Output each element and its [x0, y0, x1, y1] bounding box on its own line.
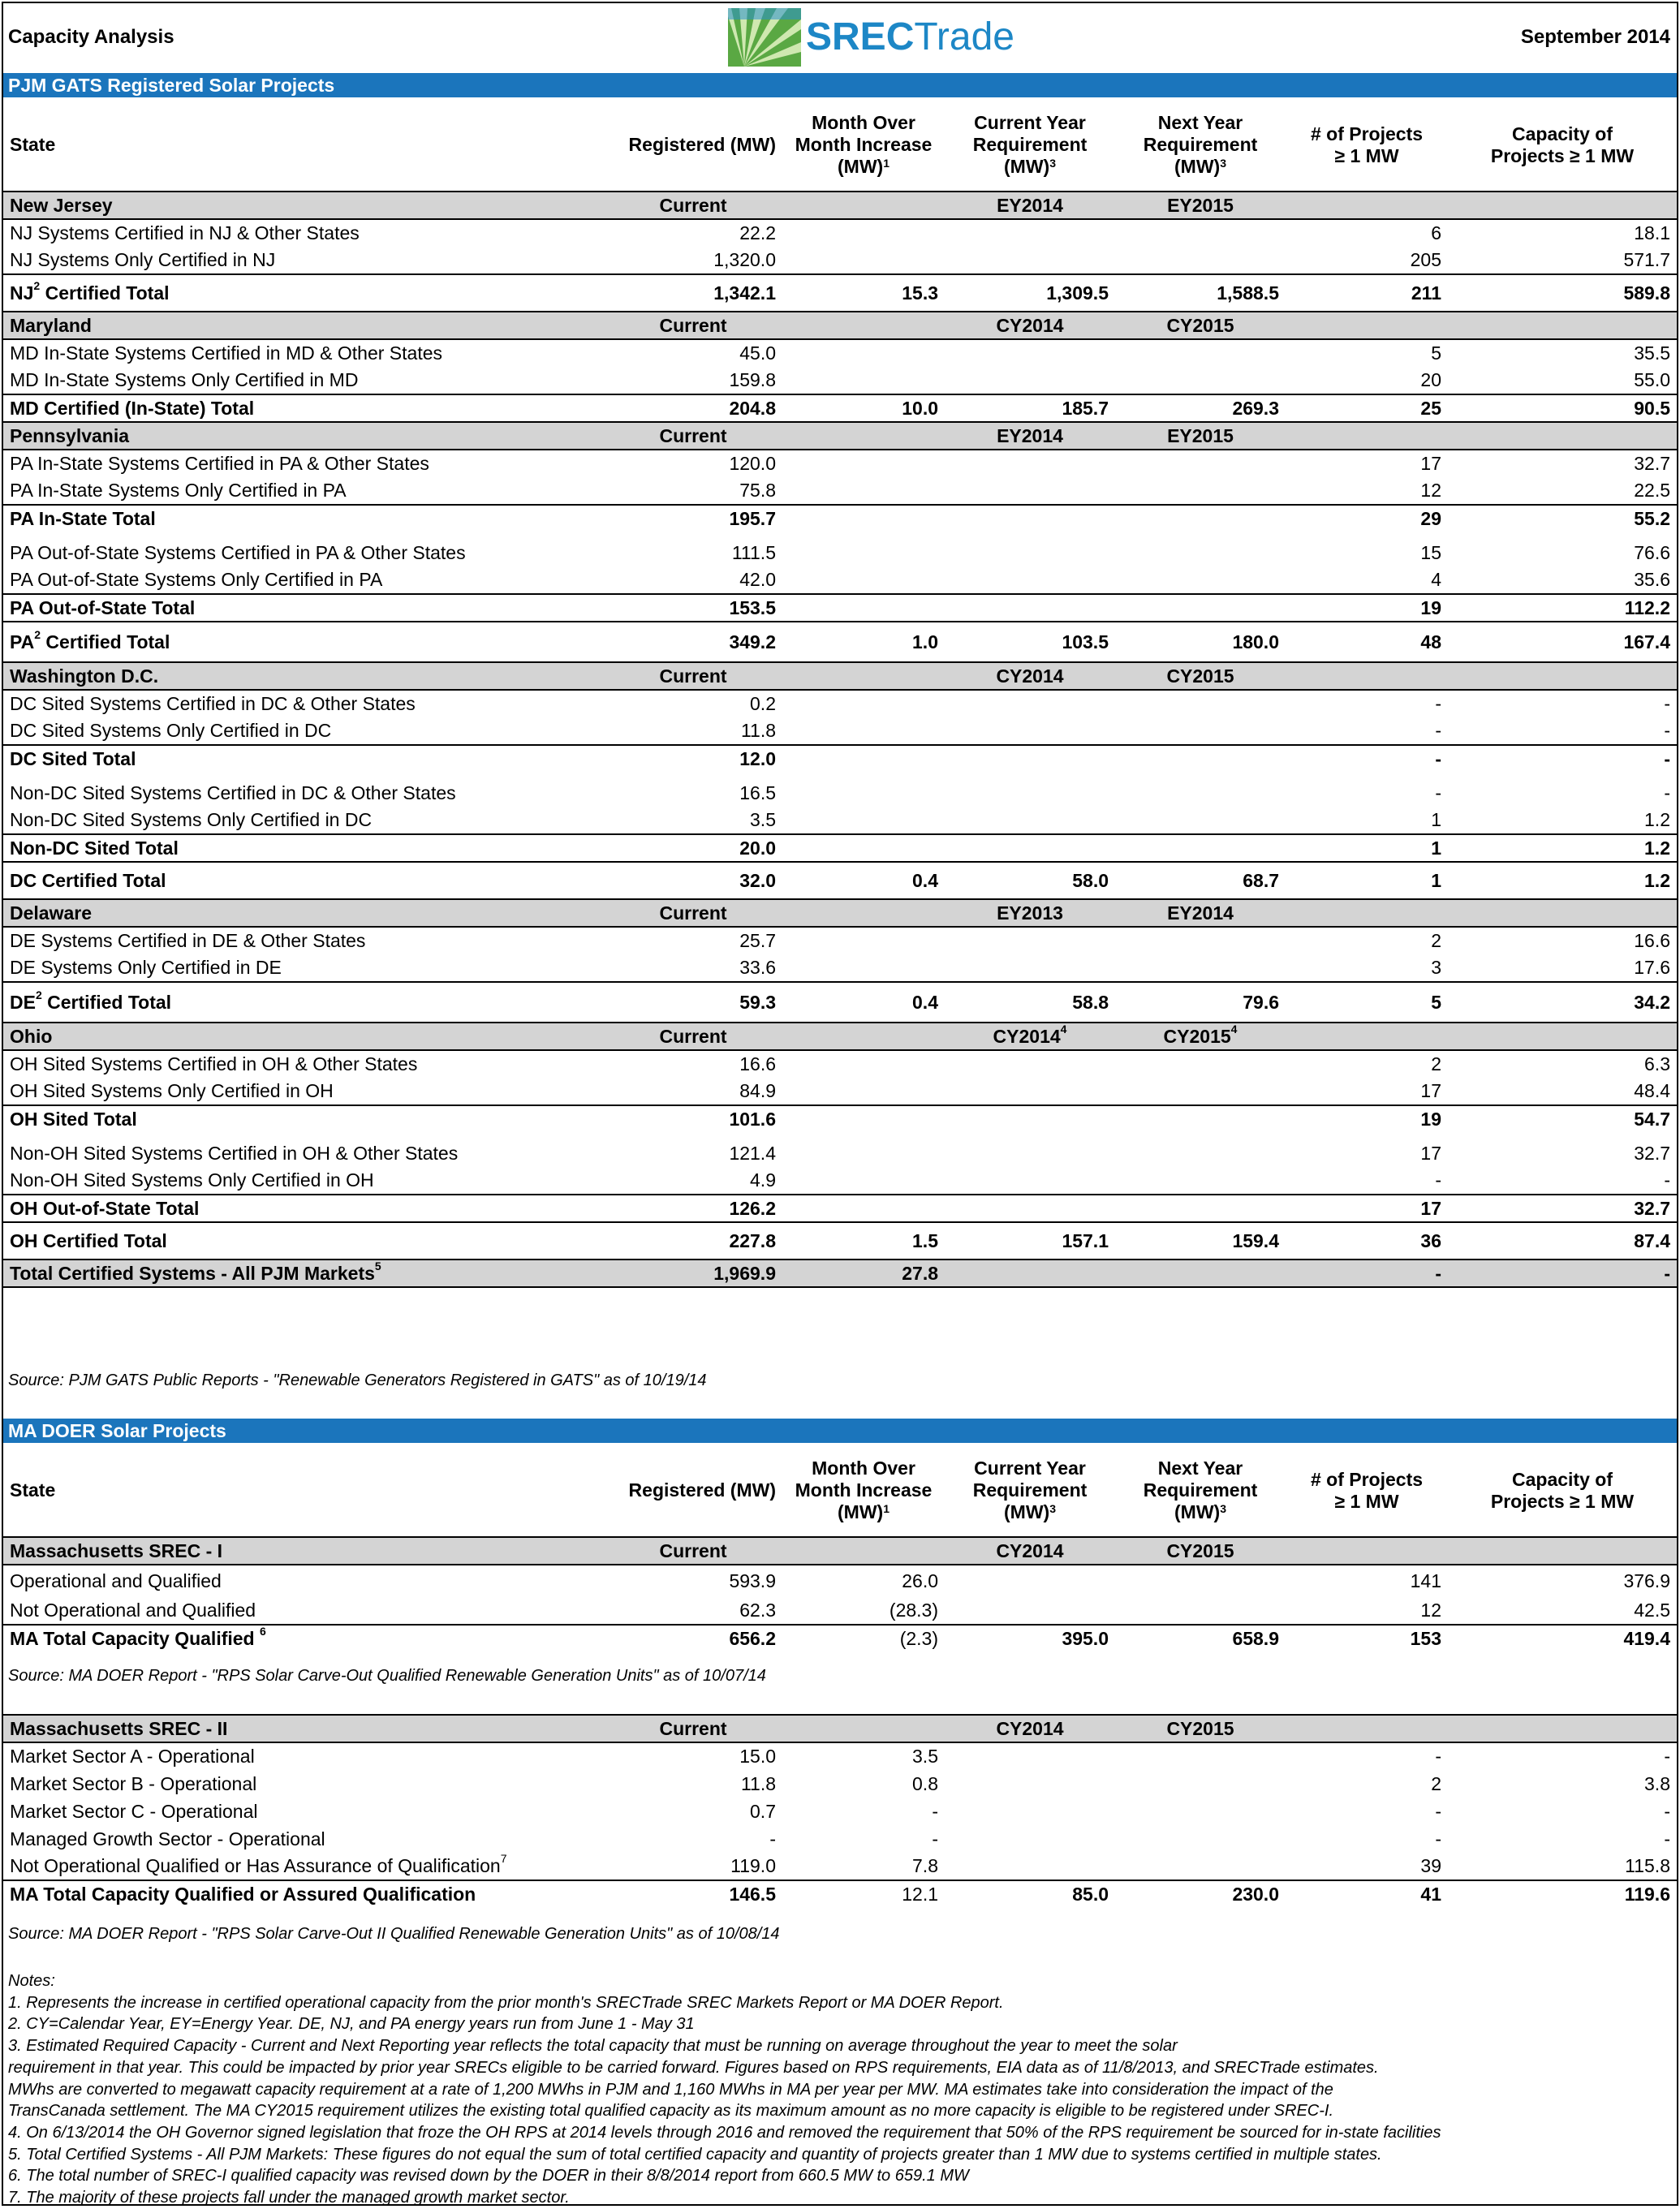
col-mom-increase: Month Over Month Increase (MW)$^1$: [782, 1445, 945, 1537]
ma-srec-1-source-note: Source: MA DOER Report - "RPS Solar Carve-Out Qualified Renewable Generation Units" as of 10/07/14: [8, 1667, 766, 1685]
table-row: DE Systems Only Certified in DE 33.6 3 17.6: [10, 957, 1670, 978]
report-title: Capacity Analysis: [8, 26, 174, 48]
table-row: Non-OH Sited Systems Certified in OH & Other States 121.4 17 32.7: [10, 1142, 1670, 1164]
table-row: Market Sector C - Operational 0.7 - - -: [10, 1800, 1670, 1822]
table-row: DE Systems Certified in DE & Other States 25.7 2 16.6: [10, 930, 1670, 951]
table-row: PA In-State Systems Certified in PA & Other States 120.0 17 32.7: [10, 453, 1670, 474]
total-row-oh: OH Certified Total 227.8 1.5 157.1 159.4 36 87.4: [3, 1222, 1677, 1260]
footnote-line: 5. Total Certified Systems - All PJM Markets: These figures do not equal the sum of total certified capacity and quantity of projects greater than 1 MW due to systems certified in multiple states.: [8, 2145, 1382, 2164]
subtotal-row-pa-in-state: PA In-State Total 195.7 29 55.2: [3, 505, 1677, 532]
footnote-line: requirement in that year. This could be impacted by prior year SRECs eligible to be carried forward. Figures based on RPS requirements, EIA data as of 11/8/2013, and SRECTrade estimates.: [8, 2058, 1379, 2077]
srectrade-logo: [728, 8, 1014, 67]
col-mom-increase: Month Over Month Increase (MW)$^1$: [782, 99, 945, 192]
subtotal-row-oh-out-state: OH Out-of-State Total 126.2 17 32.7: [3, 1195, 1677, 1222]
table-row: NJ Systems Only Certified in NJ 1,320.0 205 571.7: [10, 249, 1670, 270]
footnote-line: TransCanada settlement. The MA CY2015 requirement utilizes the existing total qualified capacity as its maximum amount as no more capacity is eligible to be registered under SREC-I.: [8, 2102, 1333, 2121]
col-num-projects: # of Projects ≥ 1 MW: [1286, 1445, 1448, 1537]
sunburst-logo-icon: [728, 8, 801, 67]
table-row: NJ Systems Certified in NJ & Other States 22.2 6 18.1: [10, 222, 1670, 243]
table-row: Non-DC Sited Systems Only Certified in DC 3.5 1 1.2: [10, 809, 1670, 830]
total-row-ma-srec-2: MA Total Capacity Qualified or Assured Qualification 146.5 12.1 85.0 230.0 41 119.6: [3, 1880, 1677, 1908]
table-row: Managed Growth Sector - Operational - - - -: [10, 1828, 1670, 1849]
table-row: Operational and Qualified 593.9 26.0 141 376.9: [10, 1570, 1670, 1591]
table-row: MD In-State Systems Certified in MD & Other States 45.0 5 35.5: [10, 342, 1670, 364]
capacity-analysis-page: [2, 2, 1678, 2206]
table-row: PA Out-of-State Systems Only Certified in PA 42.0 4 35.6: [10, 569, 1670, 590]
total-row-dc: DC Certified Total 32.0 0.4 58.0 68.7 1 1.2: [3, 862, 1677, 899]
report-header: [3, 3, 1677, 71]
col-next-req: Next Year Requirement (MW)$^3$: [1115, 99, 1286, 192]
section-row-pennsylvania: Pennsylvania Current EY2014 EY2015: [3, 422, 1677, 450]
col-registered: Registered (MW): [604, 99, 782, 192]
subtotal-row-oh-sited: OH Sited Total 101.6 19 54.7: [3, 1105, 1677, 1133]
table-row: PA In-State Systems Only Certified in PA 75.8 12 22.5: [10, 480, 1670, 501]
table-row: Not Operational and Qualified 62.3 (28.3) 12 42.5: [10, 1600, 1670, 1621]
pjm-column-headers: [3, 99, 1677, 192]
col-registered: Registered (MW): [604, 1445, 782, 1537]
col-current-req: Current Year Requirement (MW)$^3$: [945, 1445, 1115, 1537]
col-state: State: [3, 99, 604, 192]
grand-total-row-pjm: Total Certified Systems - All PJM Markets$^5$ 1,969.9 27.8 - -: [3, 1260, 1677, 1287]
table-row: DC Sited Systems Only Certified in DC 11.8 - -: [10, 720, 1670, 741]
table-row: Not Operational Qualified or Has Assurance of Qualification$^7$ 119.0 7.8 39 115.8: [10, 1852, 1670, 1876]
total-row-ma-srec-1: MA Total Capacity Qualified $^6$ 656.2 (2.3) 395.0 658.9 153 419.4: [3, 1625, 1677, 1652]
subtotal-row-pa-out-state: PA Out-of-State Total 153.5 19 112.2: [3, 594, 1677, 622]
table-row: Non-DC Sited Systems Certified in DC & Other States 16.5 - -: [10, 782, 1670, 803]
subtotal-row-dc-sited: DC Sited Total 12.0 - -: [3, 745, 1677, 773]
total-row-nj: $NJ^2$ Certified Total 1,342.1 15.3 1,309.5 1,588.5 211 589.8: [3, 274, 1677, 312]
footnote-line: Notes:: [8, 1972, 55, 1990]
report-date: September 2014: [1520, 26, 1670, 48]
table-row: OH Sited Systems Certified in OH & Other States 16.6 2 6.3: [10, 1053, 1670, 1074]
section-row-ma-srec-1: Massachusetts SREC - I Current CY2014 CY2015: [3, 1537, 1677, 1565]
pjm-source-note: Source: PJM GATS Public Reports - "Renewable Generators Registered in GATS" as of 10/19/14: [8, 1371, 707, 1389]
ma-srec-2-source-note: Source: MA DOER Report - "RPS Solar Carve-Out II Qualified Renewable Generation Units" as of 10/08/14: [8, 1925, 780, 1943]
total-row-pa: $PA^2$ Certified Total 349.2 1.0 103.5 180.0 48 167.4: [3, 622, 1677, 662]
footnote-line: 2. CY=Calendar Year, EY=Energy Year. DE, NJ, and PA energy years run from June 1 - May 31: [8, 2015, 695, 2034]
table-row: Market Sector B - Operational 11.8 0.8 2 3.8: [10, 1772, 1670, 1794]
subtotal-row-non-dc-sited: Non-DC Sited Total 20.0 1 1.2: [3, 834, 1677, 862]
total-row-de: $DE^2$ Certified Total 59.3 0.4 58.8 79.6 5 34.2: [3, 982, 1677, 1023]
section-row-ohio: Ohio Current CY2014$^4$ CY2015$^4$: [3, 1023, 1677, 1050]
table-row: MD In-State Systems Only Certified in MD 159.8 20 55.0: [10, 369, 1670, 390]
pjm-section-band: PJM GATS Registered Solar Projects: [3, 73, 1677, 97]
ma-section-band: MA DOER Solar Projects: [3, 1419, 1677, 1443]
footnote-line: 6. The total number of SREC-I qualified capacity was revised down by the DOER in their 8/8/2014 report from 660.5 MW to 659.1 MW: [8, 2167, 969, 2185]
logo-wordmark: [806, 15, 1014, 60]
ma-table: [3, 1445, 1677, 1652]
col-current-req: Current Year Requirement (MW)$^3$: [945, 99, 1115, 192]
ma-column-headers: [3, 1445, 1677, 1537]
footnote-line: 3. Estimated Required Capacity - Current and Next Reporting year reflects the total capacity that must be running on average throughout the year to meet the solar: [8, 2037, 1178, 2056]
section-row-maryland: Maryland Current CY2014 CY2015: [3, 312, 1677, 339]
ma-srec-2-table: [3, 1714, 1677, 1908]
col-capacity-projects: Capacity of Projects ≥ 1 MW: [1448, 1445, 1677, 1537]
footnote-line: 1. Represents the increase in certified operational capacity from the prior month's SRECTrade SREC Markets Report or MA DOER Report.: [8, 1993, 1004, 2012]
section-row-ma-srec-2: Massachusetts SREC - II Current CY2014 CY2015: [3, 1715, 1677, 1742]
table-row: Non-OH Sited Systems Only Certified in OH 4.9 - -: [10, 1169, 1670, 1191]
table-row: OH Sited Systems Only Certified in OH 84.9 17 48.4: [10, 1080, 1670, 1101]
pjm-table: [3, 99, 1677, 1288]
footnotes: [8, 1970, 1672, 2209]
table-row: PA Out-of-State Systems Certified in PA & Other States 111.5 15 76.6: [10, 541, 1670, 563]
col-state: State: [3, 1445, 604, 1537]
col-num-projects: # of Projects ≥ 1 MW: [1286, 99, 1448, 192]
footnote-line: MWhs are converted to megawatt capacity requirement at a rate of 1,200 MWhs in PJM and 1,160 MWhs in MA per year per MW. MA estimates take into consideration the impact of the: [8, 2080, 1333, 2099]
section-row-new-jersey: New Jersey Current EY2014 EY2015: [3, 192, 1677, 219]
col-next-req: Next Year Requirement (MW)$^3$: [1115, 1445, 1286, 1537]
logo-text-trade: Trade: [914, 15, 1014, 58]
col-capacity-projects: Capacity of Projects ≥ 1 MW: [1448, 99, 1677, 192]
logo-text-srec: SREC: [806, 15, 915, 58]
section-row-delaware: Delaware Current EY2013 EY2014: [3, 899, 1677, 927]
total-row-md: MD Certified (In-State) Total 204.8 10.0 185.7 269.3 25 90.5: [3, 394, 1677, 422]
table-row: DC Sited Systems Certified in DC & Other States 0.2 - -: [10, 693, 1670, 714]
table-row: Market Sector A - Operational 15.0 3.5 - -: [10, 1746, 1670, 1767]
footnote-line: 4. On 6/13/2014 the OH Governor signed legislation that froze the OH RPS at 2014 levels through 2016 and removed the requirement that 50% of the RPS requirement be sourced for in-state facilities: [8, 2123, 1441, 2142]
section-row-washington-dc: Washington D.C. Current CY2014 CY2015: [3, 662, 1677, 690]
footnote-line: 7. The majority of these projects fall under the managed growth market sector.: [8, 2189, 570, 2207]
